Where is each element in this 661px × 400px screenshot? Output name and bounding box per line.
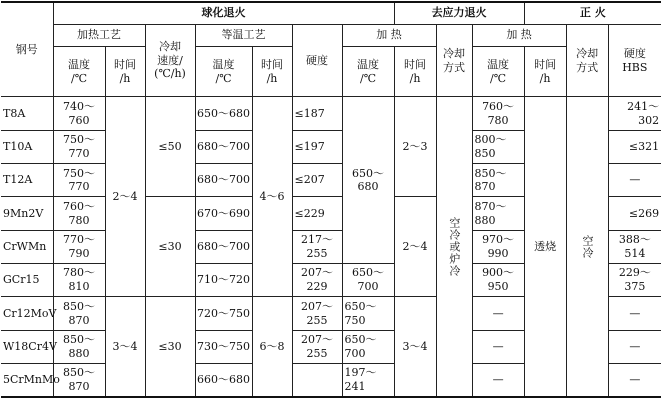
header-nor-time: 时间 /h bbox=[524, 46, 566, 97]
cell-iso-temp: 710～720 bbox=[195, 264, 252, 297]
cell-sph-hardness: 207～255 bbox=[292, 330, 342, 363]
cell-nor-temp: — bbox=[472, 330, 524, 363]
cell-sph-hardness: ≤207 bbox=[292, 164, 342, 197]
cell-nor-temp: — bbox=[472, 297, 524, 330]
cell-nor-temp: — bbox=[472, 364, 524, 397]
header-heating-process: 加热工艺 bbox=[53, 24, 145, 46]
header-sr-temp: 温度 /℃ bbox=[342, 46, 394, 97]
header-steel: 钢号 bbox=[1, 2, 53, 97]
cell-nor-hardness: — bbox=[608, 297, 661, 330]
table-row bbox=[1, 97, 661, 130]
header-sph-hardness: 硬度 bbox=[292, 24, 342, 97]
header-nor-hardness: 硬度 HBS bbox=[608, 24, 661, 97]
cell-nor-hardness: ≤321 bbox=[608, 130, 661, 163]
header-cooling-rate: 冷却 速度/ (℃/h) bbox=[145, 24, 195, 97]
cell-nor-hardness: ≤269 bbox=[608, 197, 661, 230]
header-sr-heating: 加 热 bbox=[342, 24, 436, 46]
cell-nor-hardness: — bbox=[608, 330, 661, 363]
cell-sr-temp: 650～750 bbox=[342, 297, 394, 330]
header-normalizing: 正 火 bbox=[524, 2, 661, 24]
cell-sph-temp: 770～790 bbox=[53, 230, 105, 263]
header-sr-cooling-method: 冷却 方式 bbox=[436, 24, 472, 97]
cell-sr-temp: 650～680 bbox=[342, 97, 394, 264]
cell-iso-temp: 660～680 bbox=[195, 364, 252, 397]
cell-sph-temp: 740～760 bbox=[53, 97, 105, 130]
cell-sr-temp: 650～700 bbox=[342, 264, 394, 297]
cell-steel: T12A bbox=[1, 164, 53, 197]
cell-steel: 9Mn2V bbox=[1, 197, 53, 230]
cell-iso-temp: 720～750 bbox=[195, 297, 252, 330]
cell-sph-temp: 750～770 bbox=[53, 164, 105, 197]
header-stress-relief: 去应力退火 bbox=[394, 2, 524, 24]
header-iso-temp: 温度 /℃ bbox=[195, 46, 252, 97]
cell-sph-hardness: ≤229 bbox=[292, 197, 342, 230]
cell-nor-hardness: — bbox=[608, 364, 661, 397]
cell-nor-temp: 900～950 bbox=[472, 264, 524, 297]
header-sph-temp: 温度 /℃ bbox=[53, 46, 105, 97]
cell-sph-temp: 780～810 bbox=[53, 264, 105, 297]
cell-iso-time: 6～8 bbox=[252, 297, 292, 397]
heat-treatment-table-container bbox=[1, 1, 660, 398]
cell-sph-hardness: ≤187 bbox=[292, 97, 342, 130]
cell-nor-hardness: — bbox=[608, 164, 661, 197]
cell-sph-time: 2～4 bbox=[105, 97, 145, 297]
cell-nor-temp: 970～990 bbox=[472, 230, 524, 263]
cell-nor-temp: 800～850 bbox=[472, 130, 524, 163]
cell-sr-temp: 650～700 bbox=[342, 330, 394, 363]
cell-cooling-rate: ≤30 bbox=[145, 297, 195, 397]
cell-sr-time: 2～3 bbox=[394, 97, 436, 197]
header-sph-time: 时间 /h bbox=[105, 46, 145, 97]
cell-nor-temp: 850～870 bbox=[472, 164, 524, 197]
cell-nor-temp: 760～780 bbox=[472, 97, 524, 130]
cell-cooling-rate: ≤30 bbox=[145, 197, 195, 297]
cell-nor-hardness: 229～375 bbox=[608, 264, 661, 297]
cell-steel: CrWMn bbox=[1, 230, 53, 263]
header-sr-time: 时间 /h bbox=[394, 46, 436, 97]
cell-nor-hardness: 388～514 bbox=[608, 230, 661, 263]
cell-sr-time: 3～4 bbox=[394, 297, 436, 397]
cell-nor-temp: 870～880 bbox=[472, 197, 524, 230]
cell-iso-temp: 670～690 bbox=[195, 197, 252, 230]
cell-sr-temp: 197～241 bbox=[342, 364, 394, 397]
cell-sph-hardness: 207～229 bbox=[292, 264, 342, 297]
cell-sph-time: 3～4 bbox=[105, 297, 145, 397]
cell-cooling-rate: ≤50 bbox=[145, 97, 195, 197]
cell-sph-hardness: 207～255 bbox=[292, 297, 342, 330]
header-spheroidizing: 球化退火 bbox=[53, 2, 394, 24]
cell-steel: 5CrMnMo bbox=[1, 364, 53, 397]
cell-sph-temp: 850～880 bbox=[53, 330, 105, 363]
cell-iso-time: 4～6 bbox=[252, 97, 292, 297]
cell-steel: W18Cr4V bbox=[1, 330, 53, 363]
header-nor-temp: 温度 /℃ bbox=[472, 46, 524, 97]
header-nor-cooling-method: 冷却 方式 bbox=[566, 24, 608, 97]
cell-steel: T8A bbox=[1, 97, 53, 130]
header-nor-heating: 加 热 bbox=[472, 24, 566, 46]
cell-steel: Cr12MoV bbox=[1, 297, 53, 330]
cell-steel: T10A bbox=[1, 130, 53, 163]
cell-sr-time: 2～4 bbox=[394, 197, 436, 297]
cell-sph-temp: 760～780 bbox=[53, 197, 105, 230]
cell-nor-cooling: 空冷 bbox=[566, 97, 608, 397]
cell-nor-hardness: 241～302 bbox=[608, 97, 661, 130]
cell-sph-hardness: ≤197 bbox=[292, 130, 342, 163]
header-iso-time: 时间 /h bbox=[252, 46, 292, 97]
cell-iso-temp: 680～700 bbox=[195, 230, 252, 263]
cell-iso-temp: 680～700 bbox=[195, 164, 252, 197]
cell-sph-temp: 750～770 bbox=[53, 130, 105, 163]
cell-sr-cooling: 空冷或炉冷 bbox=[436, 97, 472, 397]
cell-sph-hardness bbox=[292, 364, 342, 397]
cell-iso-temp: 680～700 bbox=[195, 130, 252, 163]
cell-iso-temp: 650～680 bbox=[195, 97, 252, 130]
heat-treatment-table bbox=[1, 1, 661, 398]
cell-sph-temp: 850～870 bbox=[53, 297, 105, 330]
header-isothermal: 等温工艺 bbox=[195, 24, 292, 46]
cell-nor-time: 透烧 bbox=[524, 97, 566, 397]
cell-sph-hardness: 217～255 bbox=[292, 230, 342, 263]
cell-sph-temp: 850～870 bbox=[53, 364, 105, 397]
cell-steel: GCr15 bbox=[1, 264, 53, 297]
cell-iso-temp: 730～750 bbox=[195, 330, 252, 363]
